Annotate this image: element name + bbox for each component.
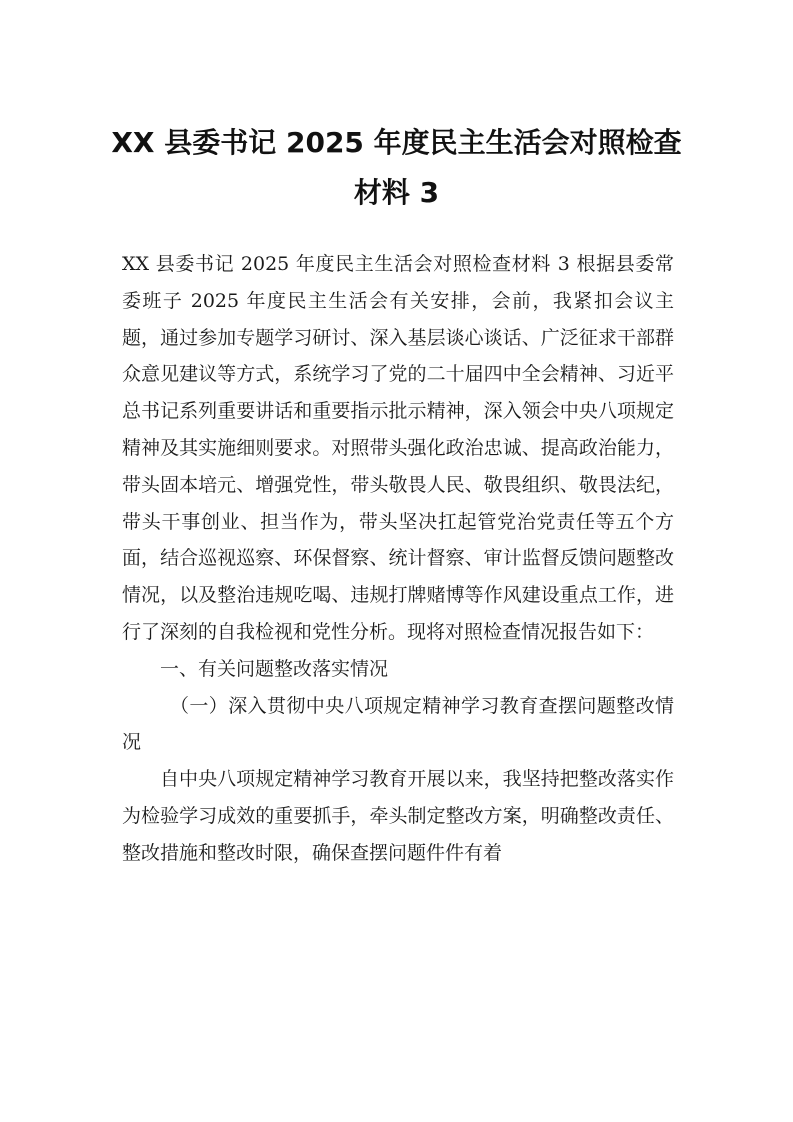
- intro-paragraph: XX 县委书记 2025 年度民主生活会对照检查材料 3 根据县委常委班子 2025 年度民主生活会有关安排，会前，我紧扣会议主题，通过参加专题学习研讨、深入基层谈心谈话、广泛征求干部群众意见建议等方式，系统学习了党的二十届四中全会精神、习近平总书记系列重要讲话和重要指示批示精神，深入领会中央八项规定精神及其实施细则要求。对照带头强化政治忠诚、提高政治能力，带头固本培元、增强党性，带头敬畏人民、敬畏组织、敬畏法纪，带头干事创业、担当作为，带头坚决扛起管党治党责任等五个方面，结合巡视巡察、环保督察、统计督察、审计监督反馈问题整改情况，以及整治违规吃喝、违规打牌赌博等作风建设重点工作，进行了深刻的自我检视和党性分析。现将对照检查情况报告如下：: [122, 253, 674, 643]
- body-paragraph: 自中央八项规定精神学习教育开展以来，我坚持把整改落实作为检验学习成效的重要抓手，牵头制定整改方案，明确整改责任、整改措施和整改时限，确保查摆问题件件有着: [122, 768, 674, 864]
- document-body: [122, 246, 674, 872]
- document-title: XX 县委书记 2025 年度民主生活会对照检查材料 3: [111, 126, 682, 209]
- subsection-heading: （一）深入贯彻中央八项规定精神学习教育查摆问题整改情况: [122, 694, 674, 754]
- section-heading: 一、有关问题整改落实情况: [160, 657, 389, 680]
